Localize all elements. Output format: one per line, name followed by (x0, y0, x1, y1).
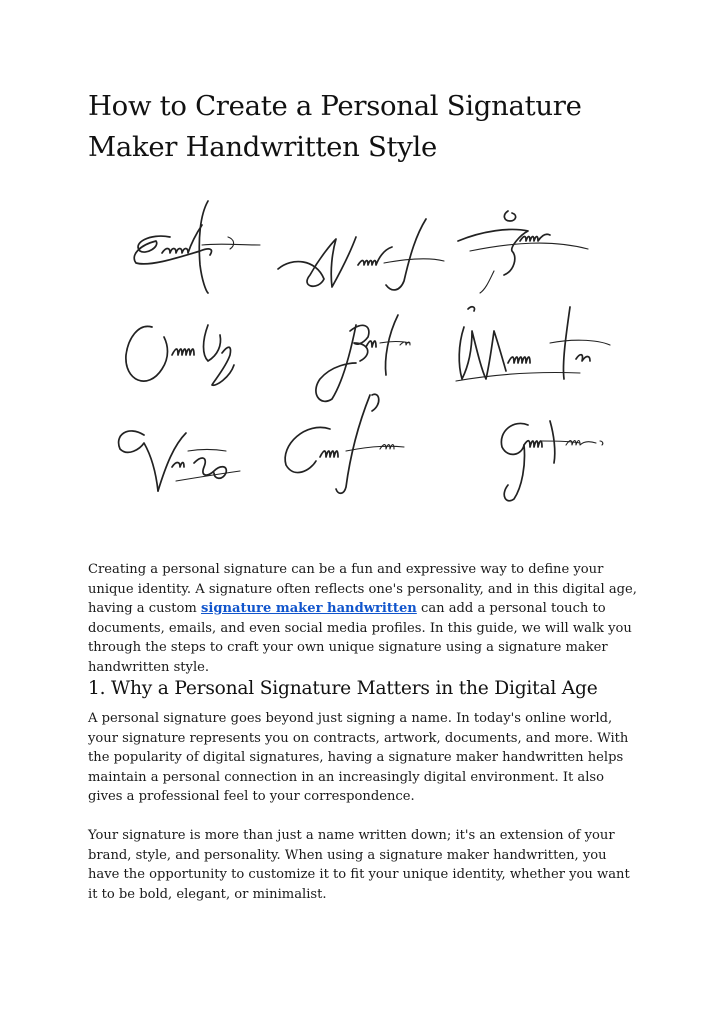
signature-sample-5 (316, 315, 410, 401)
signature-sample-7 (119, 431, 240, 491)
signature-sample-4 (126, 325, 234, 385)
signature-samples-drawing (110, 195, 620, 510)
signature-maker-link[interactable]: signature maker handwritten (200, 601, 417, 617)
signature-sample-2 (278, 219, 444, 290)
section-heading: 1. Why a Personal Signature Matters in the Digital Age (88, 678, 598, 699)
section-paragraph-1: A personal signature goes beyond just signing a name. In today's online world, your signature represents you on contracts, artwork, documents, and more. With the popularity of digital signatures, having a signature maker handwritten helps maintain a personal connection in an increasingly digital environment. It also gives a professional feel to your correspondence. (88, 711, 629, 805)
intro-text-before-link: Creating a personal signature can be a fun and expressive way to define your unique identity. A signature often reflects one's personality, and in this digital age, having a custom (88, 562, 637, 617)
intro-text-after-link: can add a personal touch to documents, emails, and even social media profiles. In this guide, we will walk you through the steps to craft your own unique signature using a signature maker handwritten style. (88, 601, 632, 675)
intro-paragraph (88, 560, 640, 678)
signature-samples-image (110, 195, 620, 510)
signature-sample-3 (458, 211, 588, 293)
page-title: How to Create a Personal Signature Maker Handwritten Style (88, 90, 582, 163)
signature-sample-6 (456, 307, 610, 381)
signature-sample-8 (285, 394, 404, 493)
section-paragraph-2: Your signature is more than just a name written down; it's an extension of your brand, style, and personality. When using a signature maker handwritten, you have the opportunity to customize it to fit your unique identity, whether you want it to be bold, elegant, or minimalist. (88, 828, 630, 902)
signature-sample-9 (501, 421, 602, 501)
signature-sample-1 (134, 201, 260, 293)
